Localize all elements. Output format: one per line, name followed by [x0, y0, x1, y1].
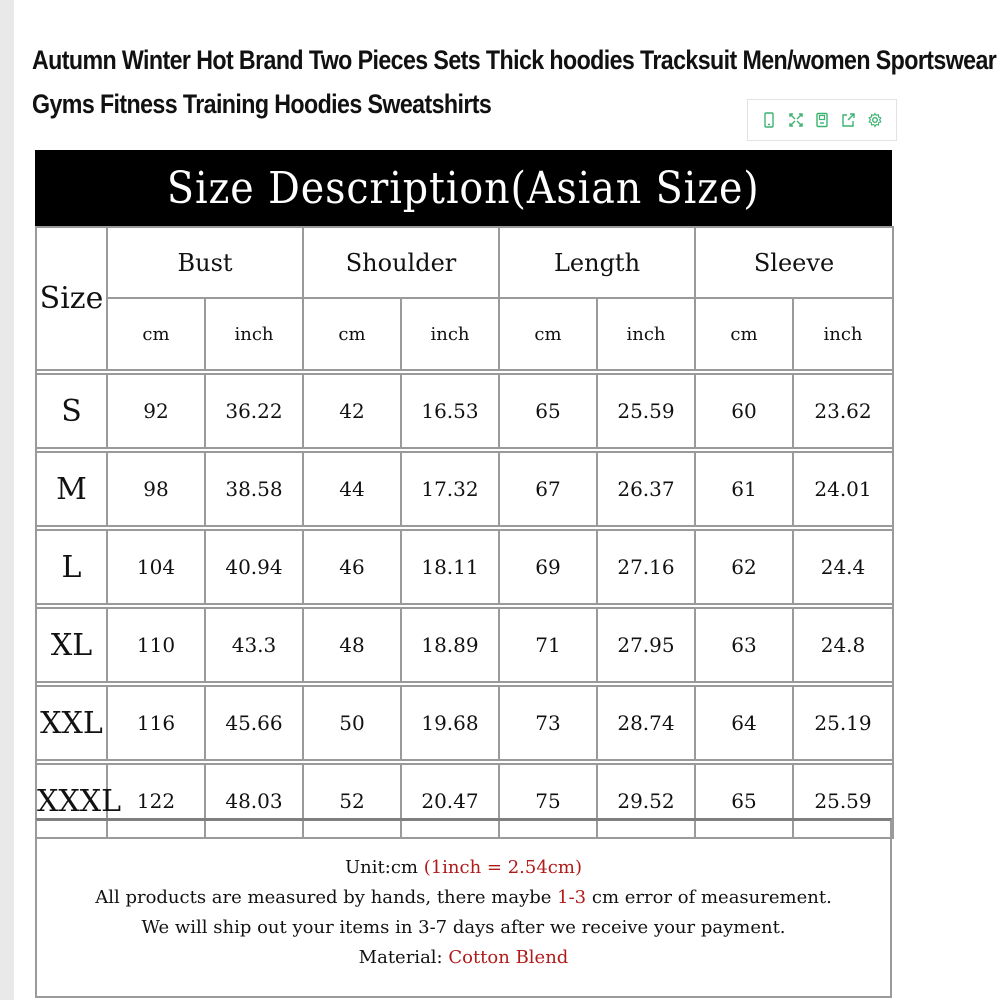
table-row — [36, 686, 893, 760]
size-column-header: Size — [36, 227, 107, 370]
shipping-note: We will ship out your items in 3-7 days after we receive your payment. — [141, 917, 786, 938]
cm-value-cell: 75 — [499, 764, 597, 838]
unit-inch-header: inch — [793, 298, 893, 370]
inch-value-cell: 24.01 — [793, 452, 893, 526]
cm-value-cell: 73 — [499, 686, 597, 760]
unit-inch-header: inch — [205, 298, 303, 370]
inch-value-cell: 25.59 — [793, 764, 893, 838]
image-toolbar — [747, 99, 897, 141]
size-chart-body — [36, 370, 893, 838]
size-chart-banner — [35, 150, 892, 226]
size-chart-notes — [35, 818, 892, 998]
inch-value-cell: 36.22 — [205, 374, 303, 448]
cm-value-cell: 110 — [107, 608, 205, 682]
size-label: L — [36, 530, 107, 604]
inch-value-cell: 26.37 — [597, 452, 695, 526]
unit-cm-header: cm — [499, 298, 597, 370]
unit-inch-header: inch — [597, 298, 695, 370]
unit-cm-header: cm — [303, 298, 401, 370]
inch-value-cell: 25.59 — [597, 374, 695, 448]
size-label: XL — [36, 608, 107, 682]
inch-value-cell: 28.74 — [597, 686, 695, 760]
cm-value-cell: 64 — [695, 686, 793, 760]
cm-value-cell: 61 — [695, 452, 793, 526]
bust-header: Bust — [107, 227, 303, 298]
cm-value-cell: 65 — [695, 764, 793, 838]
cm-value-cell: 71 — [499, 608, 597, 682]
cm-value-cell: 60 — [695, 374, 793, 448]
cm-value-cell: 42 — [303, 374, 401, 448]
sleeve-header: Sleeve — [695, 227, 893, 298]
unit-conversion: (1inch = 2.54cm) — [423, 857, 582, 878]
cm-value-cell: 65 — [499, 374, 597, 448]
product-title-line-2: Gyms Fitness Training Hoodies Sweatshirts — [32, 89, 492, 119]
measure-note — [37, 883, 890, 913]
product-title-line-1: Autumn Winter Hot Brand Two Pieces Sets Thick hoodies Tracksuit Men/women Sportswear — [32, 45, 997, 75]
inch-value-cell: 40.94 — [205, 530, 303, 604]
size-label: XXXL — [36, 764, 107, 838]
inch-value-cell: 38.58 — [205, 452, 303, 526]
inch-value-cell: 43.3 — [205, 608, 303, 682]
material-label: Material: — [358, 947, 449, 968]
cm-value-cell: 52 — [303, 764, 401, 838]
expand-icon[interactable] — [787, 111, 805, 129]
inch-value-cell: 27.16 — [597, 530, 695, 604]
inch-value-cell: 16.53 — [401, 374, 499, 448]
settings-icon[interactable] — [866, 111, 884, 129]
size-label: S — [36, 374, 107, 448]
cm-value-cell: 69 — [499, 530, 597, 604]
cm-value-cell: 48 — [303, 608, 401, 682]
inch-value-cell: 27.95 — [597, 608, 695, 682]
table-row — [36, 452, 893, 526]
unit-cm-header: cm — [695, 298, 793, 370]
length-header: Length — [499, 227, 695, 298]
unit-cm-header: cm — [107, 298, 205, 370]
cm-value-cell: 92 — [107, 374, 205, 448]
cm-value-cell: 98 — [107, 452, 205, 526]
cm-value-cell: 63 — [695, 608, 793, 682]
size-chart-table — [35, 226, 894, 839]
table-row — [36, 530, 893, 604]
unit-note — [37, 853, 890, 883]
size-chart-image — [35, 150, 892, 998]
size-label: XXL — [36, 686, 107, 760]
left-gutter — [0, 0, 14, 1000]
cm-value-cell: 44 — [303, 452, 401, 526]
inch-value-cell: 18.11 — [401, 530, 499, 604]
inch-value-cell: 45.66 — [205, 686, 303, 760]
cm-value-cell: 116 — [107, 686, 205, 760]
share-icon[interactable] — [839, 111, 857, 129]
inch-value-cell: 23.62 — [793, 374, 893, 448]
cm-value-cell: 122 — [107, 764, 205, 838]
product-title — [32, 38, 997, 126]
cm-value-cell: 67 — [499, 452, 597, 526]
material-note — [37, 943, 890, 973]
inch-value-cell: 18.89 — [401, 608, 499, 682]
table-row — [36, 608, 893, 682]
material-value: Cotton Blend — [448, 947, 569, 968]
shoulder-header: Shoulder — [303, 227, 499, 298]
inch-value-cell: 24.4 — [793, 530, 893, 604]
inch-value-cell: 29.52 — [597, 764, 695, 838]
unit-prefix: Unit:cm — [345, 857, 424, 878]
measure-suffix: cm error of measurement. — [586, 887, 832, 908]
inch-value-cell: 20.47 — [401, 764, 499, 838]
cm-value-cell: 46 — [303, 530, 401, 604]
size-label: M — [36, 452, 107, 526]
inch-value-cell: 24.8 — [793, 608, 893, 682]
phone-icon[interactable] — [760, 111, 778, 129]
measure-range: 1-3 — [557, 887, 587, 908]
cm-value-cell: 104 — [107, 530, 205, 604]
cm-value-cell: 62 — [695, 530, 793, 604]
unit-inch-header: inch — [401, 298, 499, 370]
save-icon[interactable] — [813, 111, 831, 129]
size-chart-banner-text: Size Description(Asian Size) — [167, 162, 760, 214]
inch-value-cell: 48.03 — [205, 764, 303, 838]
table-row — [36, 374, 893, 448]
inch-value-cell: 19.68 — [401, 686, 499, 760]
inch-value-cell: 25.19 — [793, 686, 893, 760]
measure-prefix: All products are measured by hands, there maybe — [95, 887, 558, 908]
cm-value-cell: 50 — [303, 686, 401, 760]
inch-value-cell: 17.32 — [401, 452, 499, 526]
